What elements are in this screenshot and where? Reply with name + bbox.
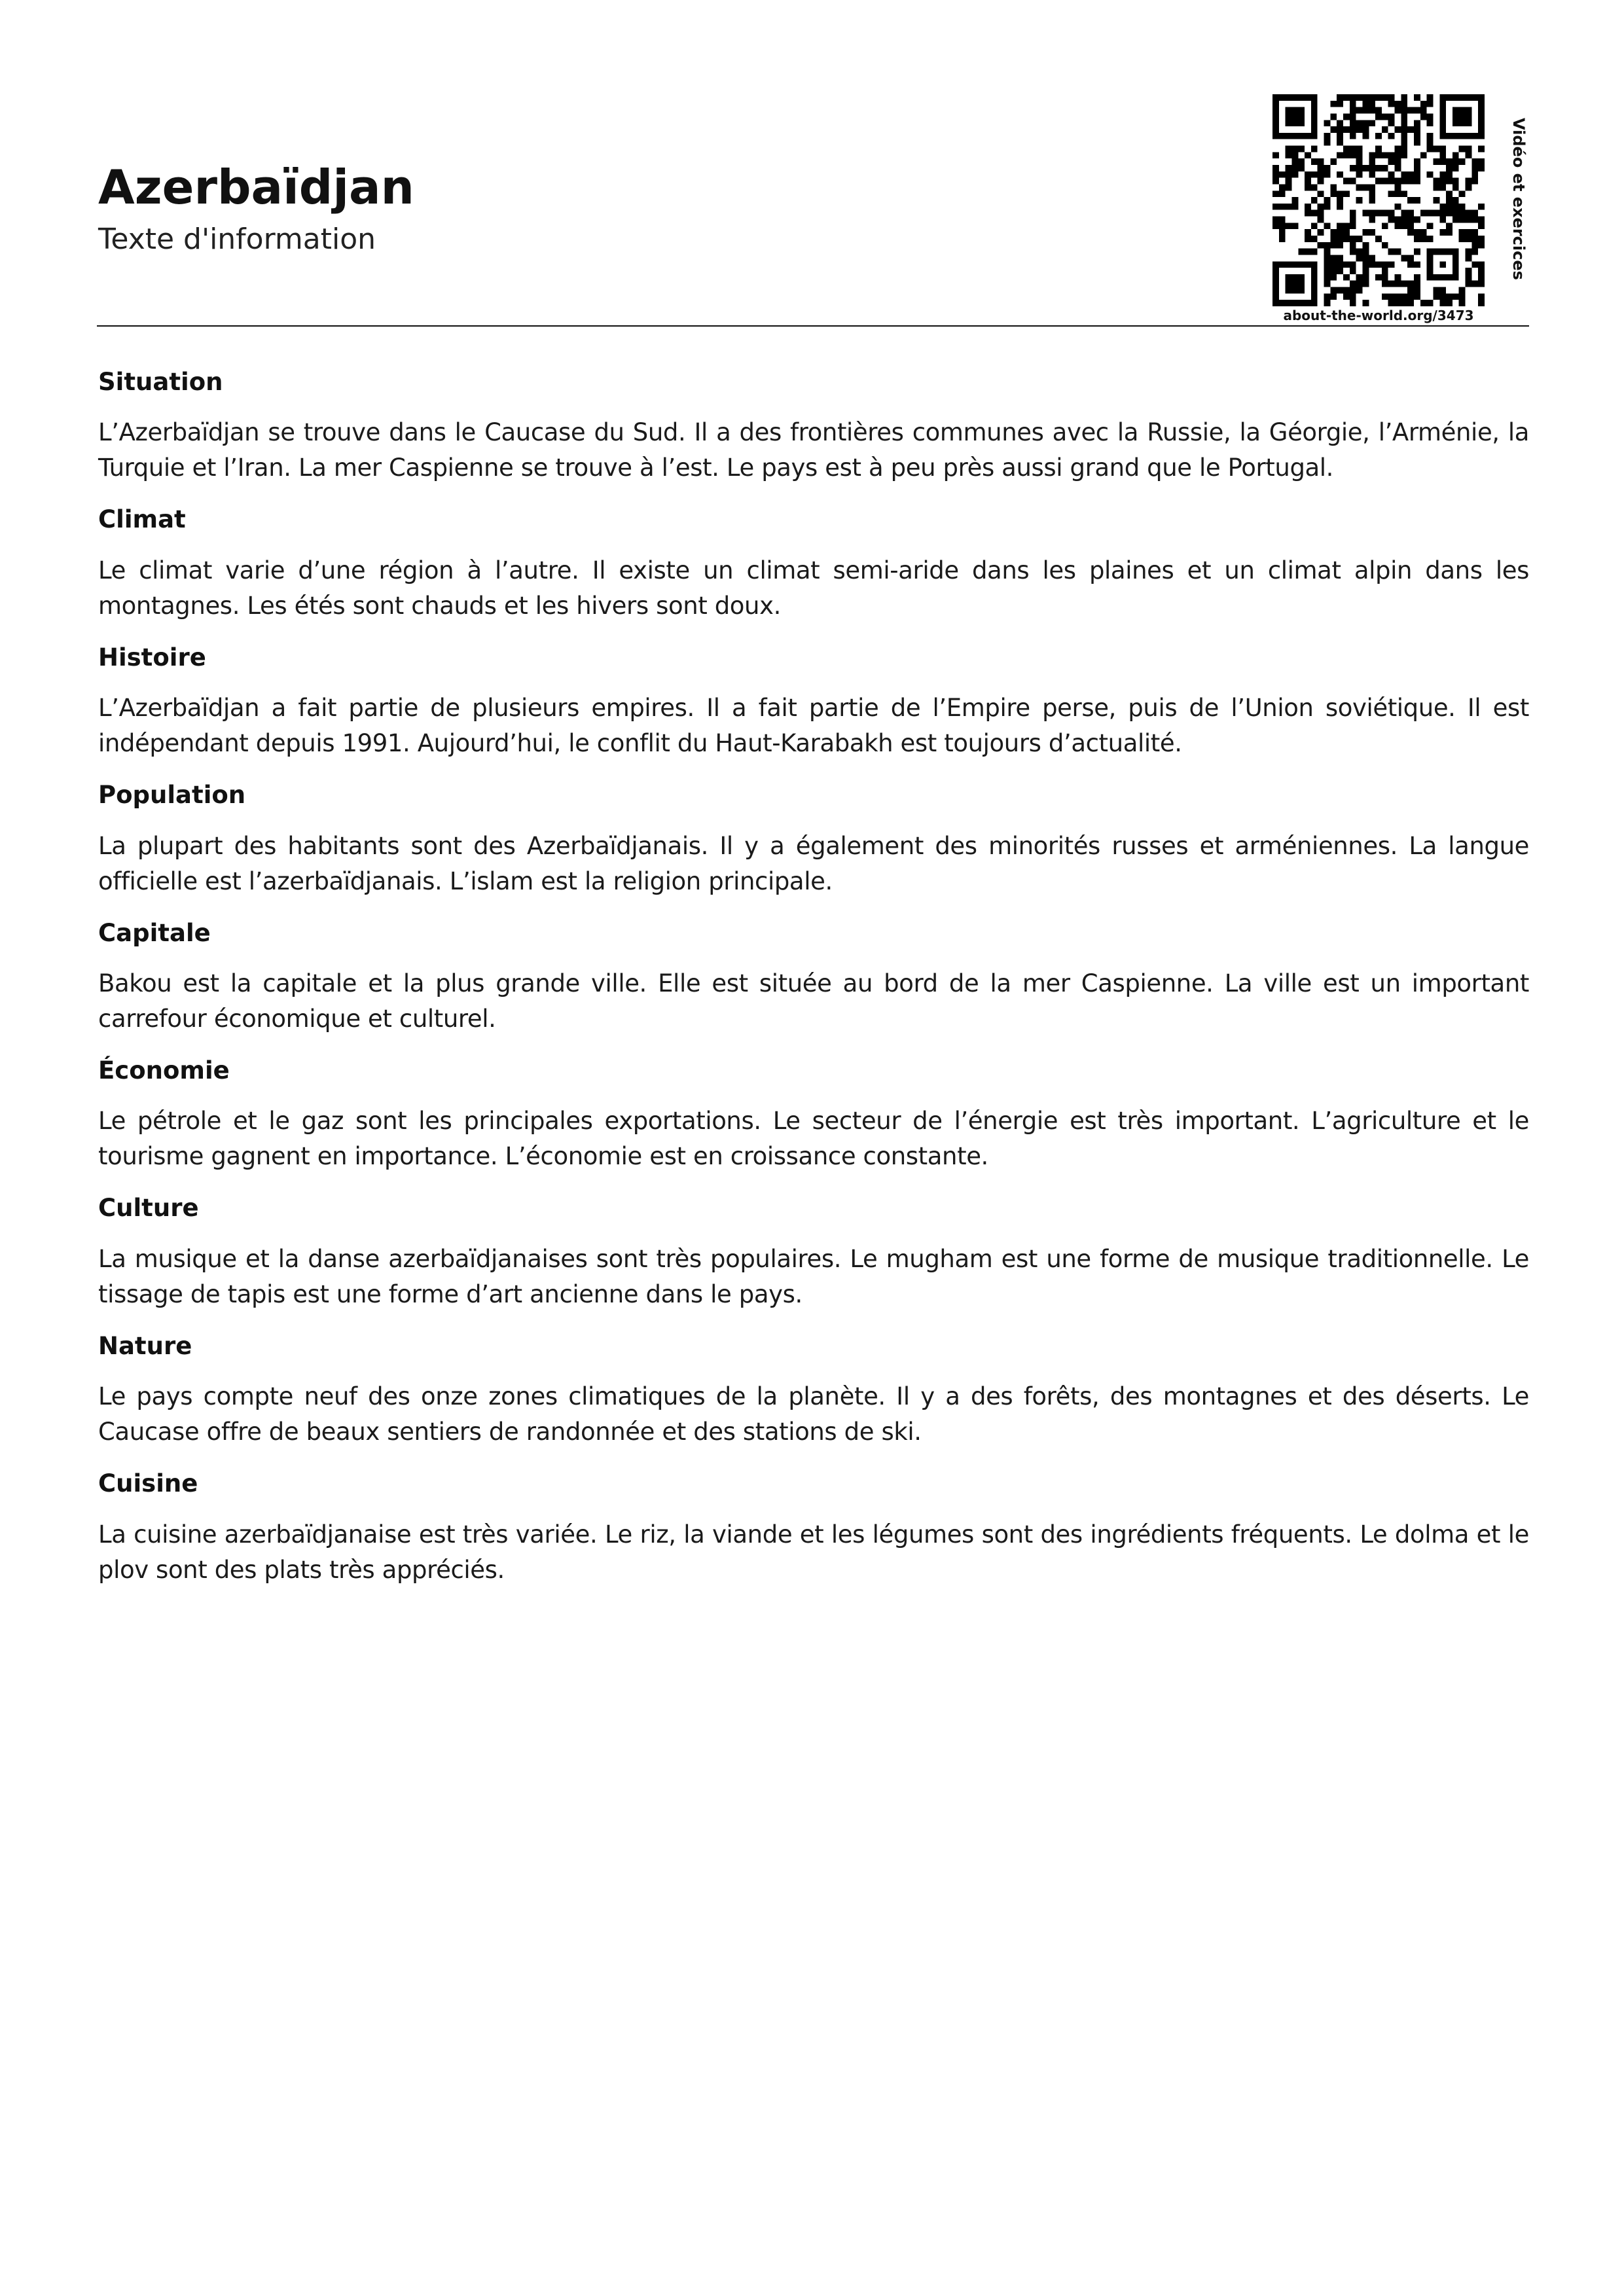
section-histoire — [98, 643, 1529, 761]
section-text: La musique et la danse azerbaïdjanaises sont très populaires. Le mugham est une forme de musique traditionnelle. Le tissage de tapis est une forme d’art ancienne dans le pays. — [98, 1244, 1529, 1308]
section-cuisine — [98, 1469, 1529, 1587]
video-exercises-label: Vidéo et exercices — [1509, 118, 1528, 280]
section-heading: Nature — [98, 1331, 192, 1360]
section-climat — [98, 505, 1529, 623]
section-culture — [98, 1194, 1529, 1312]
section-heading: Situation — [98, 368, 223, 396]
section-text: Bakou est la capitale et la plus grande ville. Elle est située au bord de la mer Caspienne. La ville est un important carrefour économique et culturel. — [98, 969, 1529, 1033]
section-heading: Culture — [98, 1194, 199, 1223]
qr-url-label[interactable]: about-the-world.org/3473 — [1283, 308, 1474, 323]
section-text: La cuisine azerbaïdjanaise est très variée. Le riz, la viande et les légumes sont des ingrédients fréquents. Le dolma et le plov sont des plats très appréciés. — [98, 1520, 1529, 1584]
section-heading: Économie — [98, 1056, 230, 1085]
section-economie — [98, 1056, 1529, 1174]
content-body — [98, 368, 1529, 1607]
section-population — [98, 781, 1529, 899]
section-heading: Capitale — [98, 918, 211, 947]
section-text: L’Azerbaïdjan a fait partie de plusieurs empires. Il a fait partie de l’Empire perse, puis de l’Union soviétique. Il est indépendant depuis 1991. Aujourd’hui, le conflit du Haut-Karabakh est toujours d’actualité. — [98, 694, 1529, 758]
section-capitale — [98, 919, 1529, 1037]
page-subtitle: Texte d'information — [98, 223, 376, 256]
section-text: L’Azerbaïdjan se trouve dans le Caucase du Sud. Il a des frontières communes avec la Russie, la Géorgie, l’Arménie, la Turquie et l’Iran. La mer Caspienne se trouve à l’est. Le pays est à peu près aussi grand que le Portugal. — [98, 418, 1529, 482]
section-nature — [98, 1332, 1529, 1450]
page-title: Azerbaïdjan — [98, 160, 414, 215]
section-text: Le pétrole et le gaz sont les principales exportations. Le secteur de l’énergie est très important. L’agriculture et le tourisme gagnent en importance. L’économie est en croissance constante. — [98, 1107, 1529, 1171]
section-situation — [98, 368, 1529, 486]
section-text: La plupart des habitants sont des Azerbaïdjanais. Il y a également des minorités russes et arméniennes. La langue officielle est l’azerbaïdjanais. L’islam est la religion principale. — [98, 831, 1529, 895]
page-header — [98, 85, 1528, 326]
section-heading: Cuisine — [98, 1469, 198, 1498]
section-text: Le pays compte neuf des onze zones climatiques de la planète. Il y a des forêts, des montagnes et des déserts. Le Caucase offre de beaux sentiers de randonnée et des stations de ski. — [98, 1382, 1529, 1446]
section-heading: Population — [98, 781, 246, 810]
qr-code-icon[interactable] — [1272, 94, 1485, 306]
header-divider — [97, 325, 1529, 327]
section-heading: Histoire — [98, 643, 206, 672]
qr-code-block[interactable] — [1272, 94, 1485, 323]
section-text: Le climat varie d’une région à l’autre. Il existe un climat semi-aride dans les plaines et un climat alpin dans les montagnes. Les étés sont chauds et les hivers sont doux. — [98, 556, 1529, 620]
section-heading: Climat — [98, 505, 186, 534]
